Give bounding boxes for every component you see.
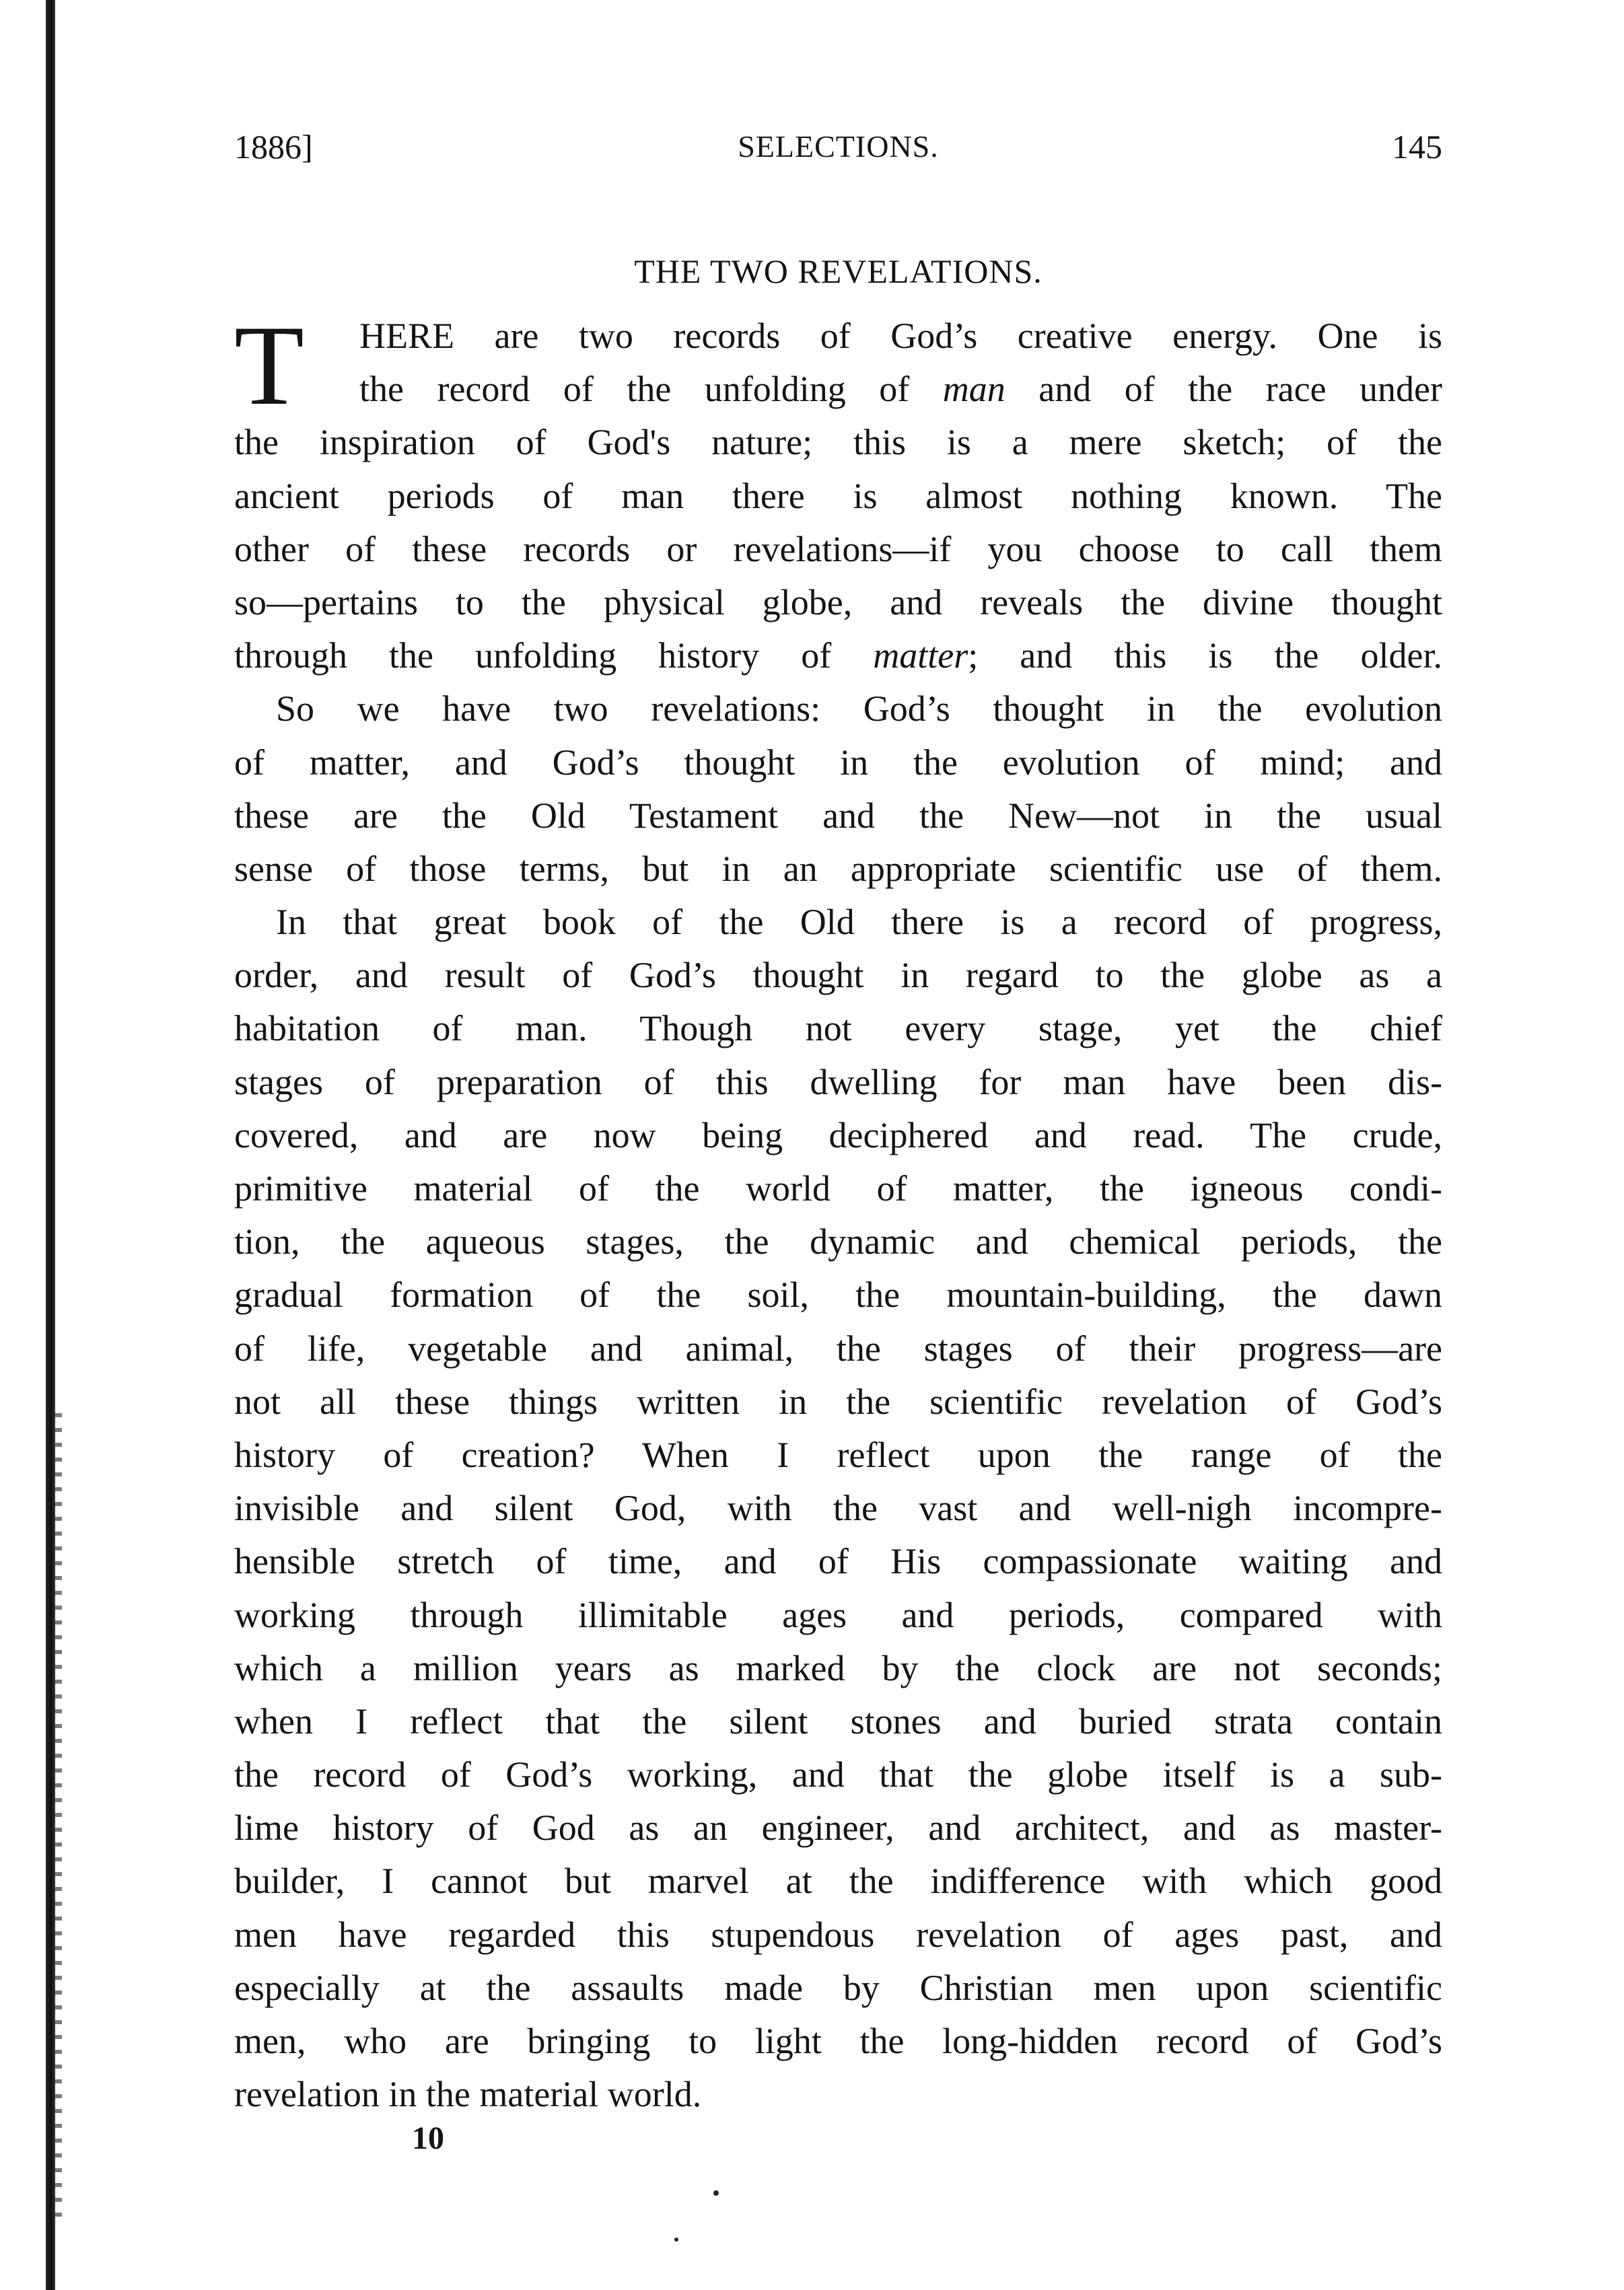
text-line: history of creation? When I reflect upon the range of the [234,1434,1442,1475]
text-line: the record of God’s working, and that the globe itself is a sub- [234,1754,1442,1795]
text-line: especially at the assaults made by Christian men upon scientific [234,1967,1442,2008]
text-line: primitive material of the world of matter, the igneous condi- [234,1168,1442,1209]
text-line: sense of those terms, but in an appropriate scientific use of them. [234,848,1442,889]
text-line: these are the Old Testament and the New—not in the usual [234,795,1442,836]
text-line: covered, and are now being deciphered and read. The crude, [234,1114,1442,1155]
article-body [234,302,1442,2121]
text-line: the inspiration of God's nature; this is a mere sketch; of the [234,422,1442,463]
text-line: lime history of God as an engineer, and architect, and as master- [234,1808,1442,1849]
page-number: 145 [1392,128,1442,166]
text-line: stages of preparation of this dwelling for man have been dis- [234,1061,1442,1102]
text-line: men have regarded this stupendous revelation of ages past, and [234,1914,1442,1955]
text-line: through the unfolding history of matter; and this is the older. [234,635,1442,676]
running-head [234,120,1442,174]
text-line: ancient periods of man there is almost nothing known. The [234,475,1442,516]
text-line: when I reflect that the silent stones and buried strata contain [234,1701,1442,1742]
text-line: So we have two revelations: God’s thought in the evolution [276,688,1442,729]
text-line: men, who are bringing to light the long-hidden record of God’s [234,2021,1442,2061]
text-line: HERE are two records of God’s creative energy. One is [359,316,1442,356]
text-line: In that great book of the Old there is a record of progress, [276,902,1442,943]
scan-speck [674,2238,678,2242]
text-line: which a million years as marked by the clock are not seconds; [234,1647,1442,1688]
scan-speck [713,2190,719,2196]
article-title: THE TWO REVELATIONS. [634,252,1043,290]
text-line: working through illimitable ages and periods, compared with [234,1594,1442,1635]
text-line: other of these records or revelations—if you choose to call them [234,528,1442,569]
header-year: 1886] [234,128,313,166]
text-line: revelation in the material world. [234,2074,702,2115]
text-line: not all these things written in the scientific revelation of God’s [234,1381,1442,1422]
text-line: hensible stretch of time, and of His compassionate waiting and [234,1541,1442,1582]
text-line: gradual formation of the soil, the mountain-building, the dawn [234,1275,1442,1316]
drop-cap: T [234,302,304,429]
text-line: of matter, and God’s thought in the evolution of mind; and [234,742,1442,783]
text-line: so—pertains to the physical globe, and reveals the divine thought [234,581,1442,622]
text-line: the record of the unfolding of man and of the race under [359,369,1442,410]
signature-mark: 10 [412,2120,444,2156]
text-line: of life, vegetable and animal, the stages of their progress—are [234,1328,1442,1369]
text-line: builder, I cannot but marvel at the indifference with which good [234,1861,1442,1902]
text-line: order, and result of God’s thought in regard to the globe as a [234,955,1442,996]
text-line: invisible and silent God, with the vast and well-nigh incompre- [234,1488,1442,1529]
text-line: habitation of man. Though not every stage, yet the chief [234,1008,1442,1049]
text-line: tion, the aqueous stages, the dynamic and chemical periods, the [234,1221,1442,1262]
header-section: SELECTIONS. [738,129,939,164]
scanned-page-edge [46,0,55,2290]
scan-edge-noise [55,1413,62,2221]
